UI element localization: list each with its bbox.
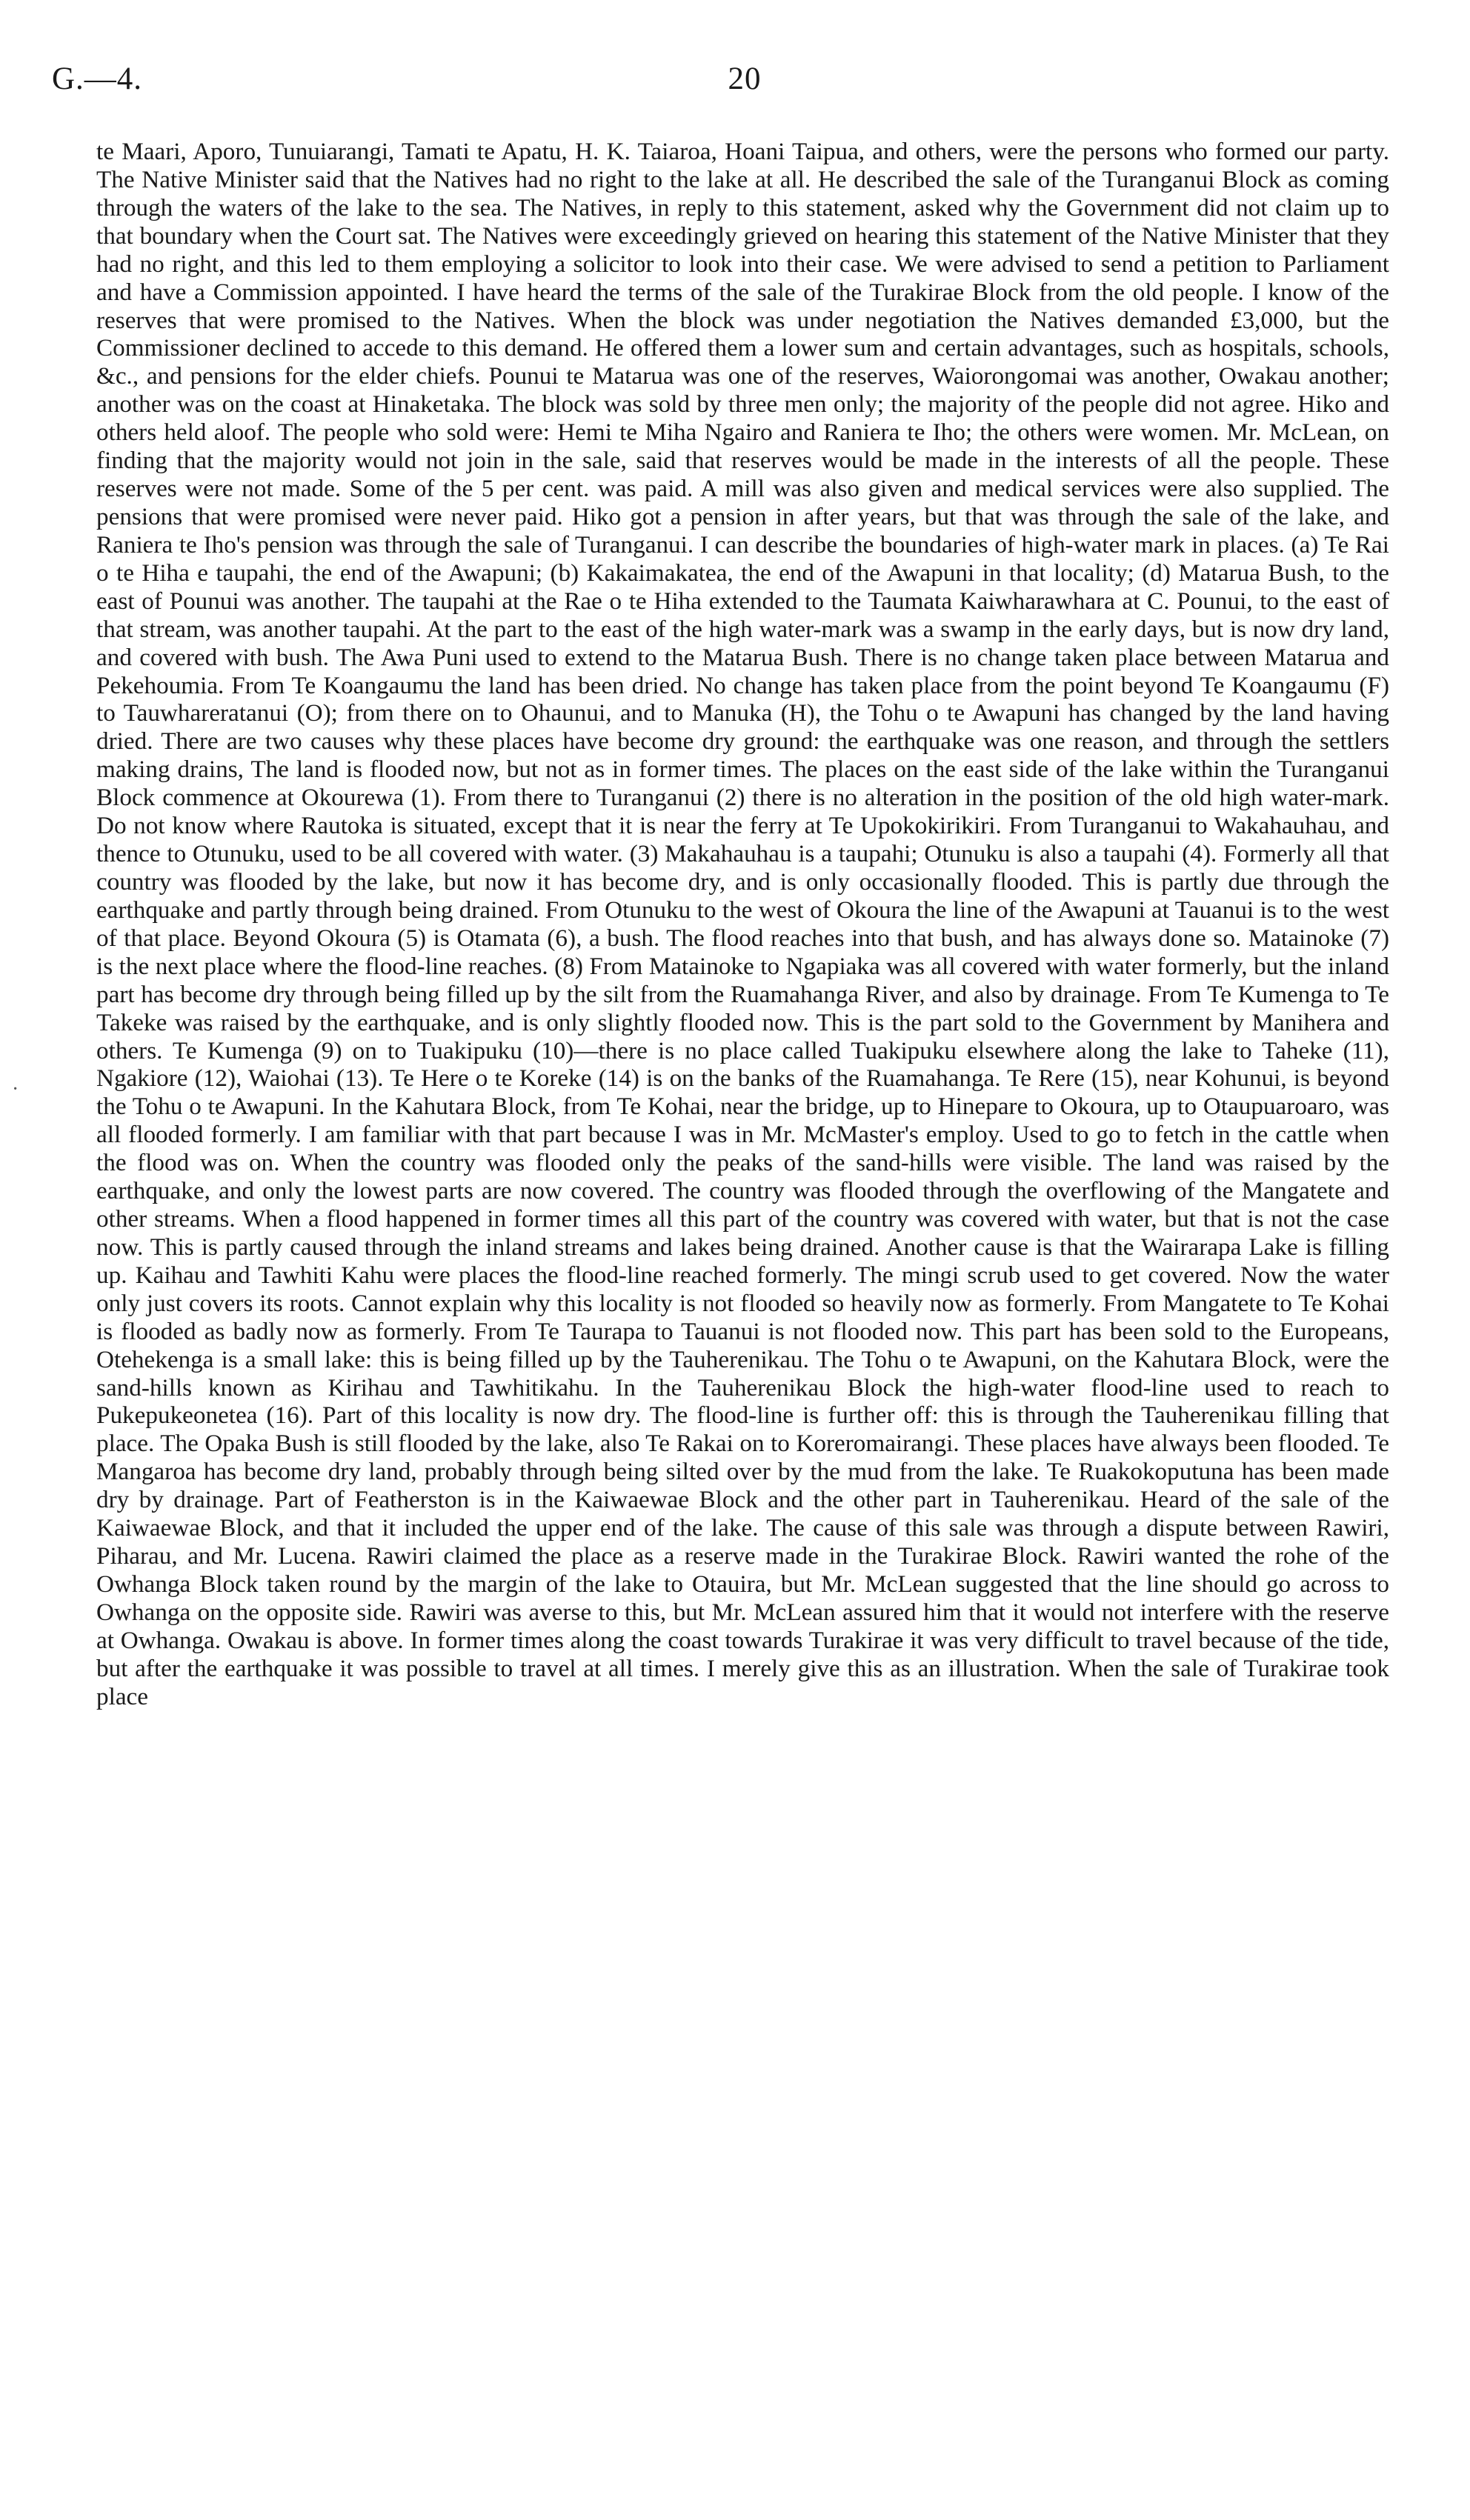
margin-mark: · [12, 1078, 19, 1101]
body-paragraph: te Maari, Aporo, Tunuiarangi, Tamati te Apatu, H. K. Taiaroa, Hoani Taipua, and others, were the persons who formed our party. The Native Minister said that the Natives had no right to the lake at all. He described the sale of the Turanganui Block as coming through the waters of the lake to the sea. The Natives, in reply to this statement, asked why the Government did not claim up to that boundary when the Court sat. The Natives were exceedingly grieved on hearing this statement of the Native Minister that they had no right, and this led to them employing a solicitor to look into their case. We were advised to send a petition to Parliament and have a Commission appointed. I have heard the terms of the sale of the Turakirae Block from the old people. I know of the reserves that were promised to the Natives. When the block was under negotiation the Natives demanded £3,000, but the Commissioner declined to accede to this demand. He offered them a lower sum and certain advantages, such as hospitals, schools, &c., and pensions for the elder chiefs. Pounui te Matarua was one of the reserves, Waiorongomai was another, Owakau another; another was on the coast at Hinaketaka. The block was sold by three men only; the majority of the people did not agree. Hiko and others held aloof. The people who sold were: Hemi te Miha Ngairo and Raniera te Iho; the others were women. Mr. McLean, on finding that the majority would not join in the sale, said that reserves would be made in the interests of all the people. These reserves were not made. Some of the 5 per cent. was paid. A mill was also given and medical services were also supplied. The pensions that were promised were never paid. Hiko got a pension in after years, but that was through the sale of the lake, and Raniera te Iho's pension was through the sale of Turanganui. I can describe the boundaries of high-water mark in places. (a) Te Rai o te Hiha e taupahi, the end of the Awapuni; (b) Kakaimakatea, the end of the Awapuni in that locality; (d) Matarua Bush, to the east of Pounui was another. The taupahi at the Rae o te Hiha extended to the Taumata Kaiwharawhara at C. Pounui, to the east of that stream, was another taupahi. At the part to the east of the high water-mark was a swamp in the early days, but is now dry land, and covered with bush. The Awa Puni used to extend to the Matarua Bush. There is no change taken place between Matarua and Pekehoumia. From Te Koangaumu the land has been dried. No change has taken place from the point beyond Te Koangaumu (F) to Tauwhareratanui (O); from there on to Ohaunui, and to Manuka (H), the Tohu o te Awapuni has changed by the land having dried. There are two causes why these places have become dry ground: the earthquake was one reason, and through the settlers making drains, The land is flooded now, but not as in former times. The places on the east side of the lake within the Turanganui Block commence at Okourewa (1). From there to Turanganui (2) there is no alteration in the position of the old high water-mark. Do not know where Rautoka is situated, except that it is near the ferry at Te Upokokirikiri. From Turanganui to Wakahauhau, and thence to Otunuku, used to be all covered with water. (3) Makahauhau is a taupahi; Otunuku is also a taupahi (4). Formerly all that country was flooded by the lake, but now it has become dry, and is only occasionally flooded. This is partly due through the earthquake and partly through being drained. From Otunuku to the west of Okoura the line of the Awapuni at Tauanui is to the west of that place. Beyond Okoura (5) is Otamata (6), a bush. The flood reaches into that bush, and has always done so. Matainoke (7) is the next place where the flood-line reaches. (8) From Matainoke to Ngapiaka was all covered with water formerly, but the inland part has become dry through being filled up by the silt from the Ruamahanga River, and also by drainage. From Te Kumenga to Te Takeke was raised by the earthquake, and is only slightly flooded now. This is the part sold to the Government by Manihera and others. Te Kumenga (9) on to Tuakipuku (10)—there is no place called Tuakipuku elsewhere along the lake to Taheke (11), Ngakiore (12), Waiohai (13). Te Here o te Koreke (14) is on the banks of the Ruamahanga. Te Rere (15), near Kohunui, is beyond the Tohu o te Awapuni. In the Kahutara Block, from Te Kohai, near the bridge, up to Hinepare to Okoura, up to Otaupuaroaro, was all flooded formerly. I am familiar with that part because I was in Mr. McMaster's employ. Used to go to fetch in the cattle when the flood was on. When the country was flooded only the peaks of the sand-hills were visible. The land was raised by the earthquake, and only the lowest parts are now covered. The country was flooded through the overflowing of the Mangatete and other streams. When a flood happened in former times all this part of the country was covered with water, but that is not the case now. This is partly caused through the inland streams and lakes being drained. Another cause is that the Wairarapa Lake is filling up. Kaihau and Tawhiti Kahu were places the flood-line reached formerly. The mingi scrub used to get covered. Now the water only just covers its roots. Cannot explain why this locality is not flooded so heavily now as formerly. From Mangatete to Te Kohai is flooded as badly now as formerly. From Te Taurapa to Tauanui is not flooded now. This part has been sold to the Europeans, Otehekenga is a small lake: this is being filled up by the Tauherenikau. The Tohu o te Awapuni, on the Kahutara Block, were the sand-hills known as Kirihau and Tawhitikahu. In the Tauherenikau Block the high-water flood-line used to reach to Pukepukeonetea (16). Part of this locality is now dry. The flood-line is further off: this is through the Tauherenikau filling that place. The Opaka Bush is still flooded by the lake, also Te Rakai on to Koreromairangi. These places have always been flooded. Te Mangaroa has become dry land, probably through being silted over by the mud from the lake. Te Ruakokoputuna has been made dry by drainage. Part of Featherston is in the Kaiwaewae Block and the other part in Tauherenikau. Heard of the sale of the Kaiwaewae Block, and that it included the upper end of the lake. The cause of this sale was through a dispute between Rawiri, Piharau, and Mr. Lucena. Rawiri claimed the place as a reserve made in the Turakirae Block. Rawiri wanted the rohe of the Owhanga Block taken round by the margin of the lake to Otauira, but Mr. McLean suggested that the line should go across to Owhanga on the opposite side. Rawiri was averse to this, but Mr. McLean assured him that it would not interfere with the reserve at Owhanga. Owakau is above. In former times along the coast towards Turakirae it was very difficult to travel because of the tide, but after the earthquake it was possible to travel at all times. I merely give this as an illustration. When the sale of Turakirae took place [96, 138, 1389, 1710]
document-code: G.—4. [52, 61, 143, 96]
body-text [96, 138, 1389, 1711]
page-header [52, 61, 1437, 105]
page-number: 20 [728, 61, 762, 96]
